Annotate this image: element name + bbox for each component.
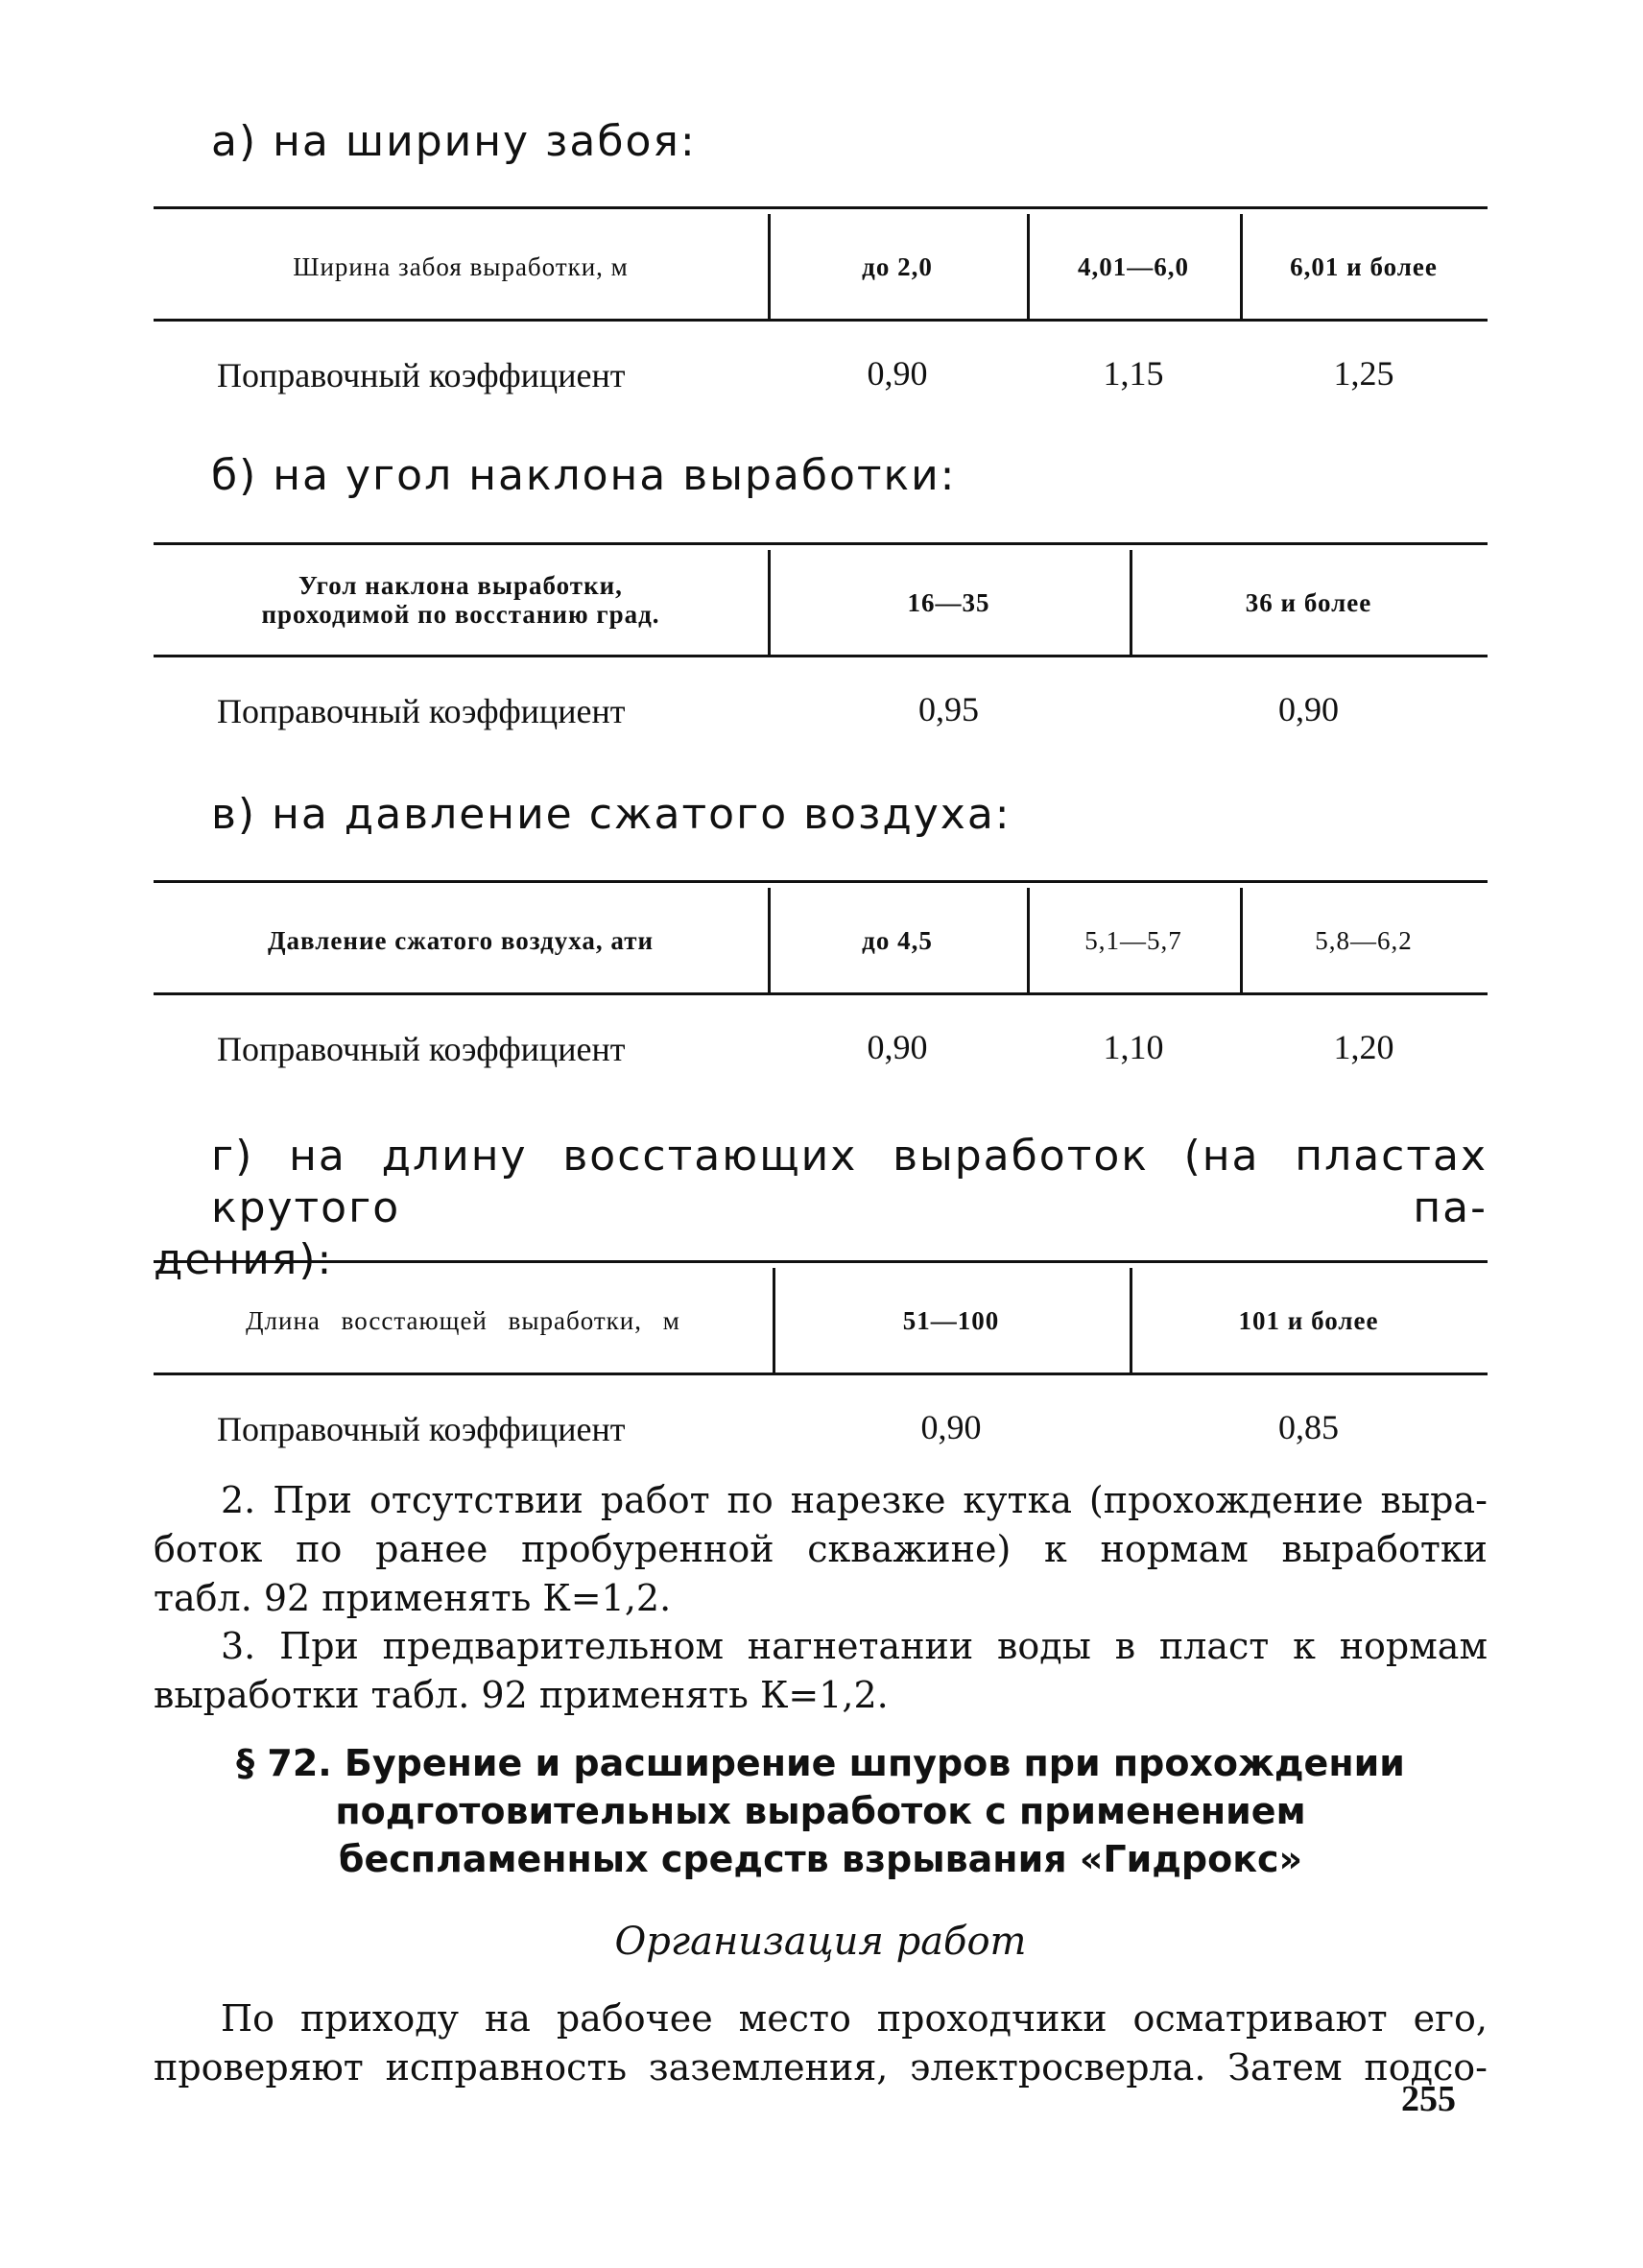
table-raise-length — [154, 1260, 1488, 1467]
heading-d-line: дения): — [154, 1235, 334, 1284]
header-value: 4,01—6,0 — [1078, 252, 1189, 281]
header-label: Длина восстающей выработки, м — [246, 1306, 680, 1335]
section-title-line: подготовительных выработок с применением — [335, 1790, 1306, 1832]
note-line: табл. 92 применять К=1,2. — [154, 1577, 672, 1619]
row-label: Поправочный коэффициент — [217, 1030, 626, 1068]
note-2 — [154, 1476, 1488, 1623]
row-value: 0,90 — [867, 1028, 928, 1066]
note-line: 2. При отсутствии работ по нарезке кутка (прохождение выра- — [221, 1479, 1488, 1521]
row-value: 0,90 — [867, 354, 928, 393]
header-value: до 2,0 — [862, 252, 933, 281]
table-top-rule — [154, 206, 1488, 209]
body-paragraph — [154, 1994, 1488, 2092]
row-label: Поправочный коэффициент — [217, 356, 626, 394]
header-value: 5,1—5,7 — [1084, 926, 1182, 955]
subtitle: Организация работ — [614, 1920, 1027, 1964]
paragraph-line: проверяют исправность заземления, электросверла. Затем подсо- — [154, 2046, 1488, 2089]
note-line: выработки табл. 92 применять К=1,2. — [154, 1674, 889, 1716]
table-header-rule — [154, 655, 1488, 657]
row-value: 0,85 — [1278, 1408, 1339, 1446]
heading-a: а) на ширину забоя: — [211, 117, 697, 166]
header-label-line: Угол наклона выработки, — [298, 571, 623, 600]
table-header-rule — [154, 992, 1488, 995]
table-top-rule — [154, 880, 1488, 883]
header-value: 101 и более — [1238, 1306, 1379, 1335]
row-label: Поправочный коэффициент — [217, 1410, 626, 1448]
header-value: 6,01 и более — [1290, 252, 1438, 281]
table-header-rule — [154, 1373, 1488, 1375]
note-line: 3. При предварительном нагнетании воды в пласт к нормам — [221, 1625, 1488, 1667]
header-value: 16—35 — [907, 588, 990, 617]
table-top-rule — [154, 542, 1488, 545]
table-air-pressure — [154, 880, 1488, 1086]
note-3 — [154, 1622, 1488, 1720]
table-incline-angle — [154, 542, 1488, 749]
header-value: 51—100 — [902, 1306, 1000, 1335]
section-title-line: § 72. Бурение и расширение шпуров при прохождении — [236, 1742, 1405, 1784]
heading-d-line: г) на длину восстающих выработок (на пластах крутого па- — [211, 1132, 1488, 1232]
row-label: Поправочный коэффициент — [217, 692, 626, 730]
table-face-width — [154, 206, 1488, 413]
page-number: 255 — [1401, 2079, 1456, 2119]
header-label: Ширина забоя выработки, м — [293, 252, 629, 281]
row-value: 1,20 — [1333, 1028, 1394, 1066]
heading-c: в) на давление сжатого воздуха: — [211, 790, 1012, 839]
header-label: Давление сжатого воздуха, ати — [267, 926, 655, 955]
heading-b: б) на угол наклона выработки: — [211, 451, 957, 500]
table-top-rule — [154, 1260, 1488, 1263]
section-title-line: беспламенных средств взрывания «Гидрокс» — [338, 1838, 1303, 1880]
header-label-line: проходимой по восстанию град. — [261, 600, 660, 629]
row-value: 1,10 — [1103, 1028, 1164, 1066]
table-header-rule — [154, 319, 1488, 322]
row-value: 0,90 — [1278, 690, 1339, 728]
row-value: 0,95 — [918, 690, 979, 728]
header-value: 36 и более — [1245, 588, 1372, 617]
header-value: до 4,5 — [862, 926, 933, 955]
section-title — [154, 1739, 1488, 1883]
note-line: боток по ранее пробуренной скважине) к нормам выработки — [154, 1528, 1488, 1570]
row-value: 1,15 — [1103, 354, 1164, 393]
row-value: 1,25 — [1333, 354, 1394, 393]
row-value: 0,90 — [920, 1408, 982, 1446]
paragraph-line: По приходу на рабочее место проходчики осматривают его, — [221, 1997, 1488, 2040]
header-label — [154, 571, 768, 629]
header-value: 5,8—6,2 — [1315, 926, 1413, 955]
